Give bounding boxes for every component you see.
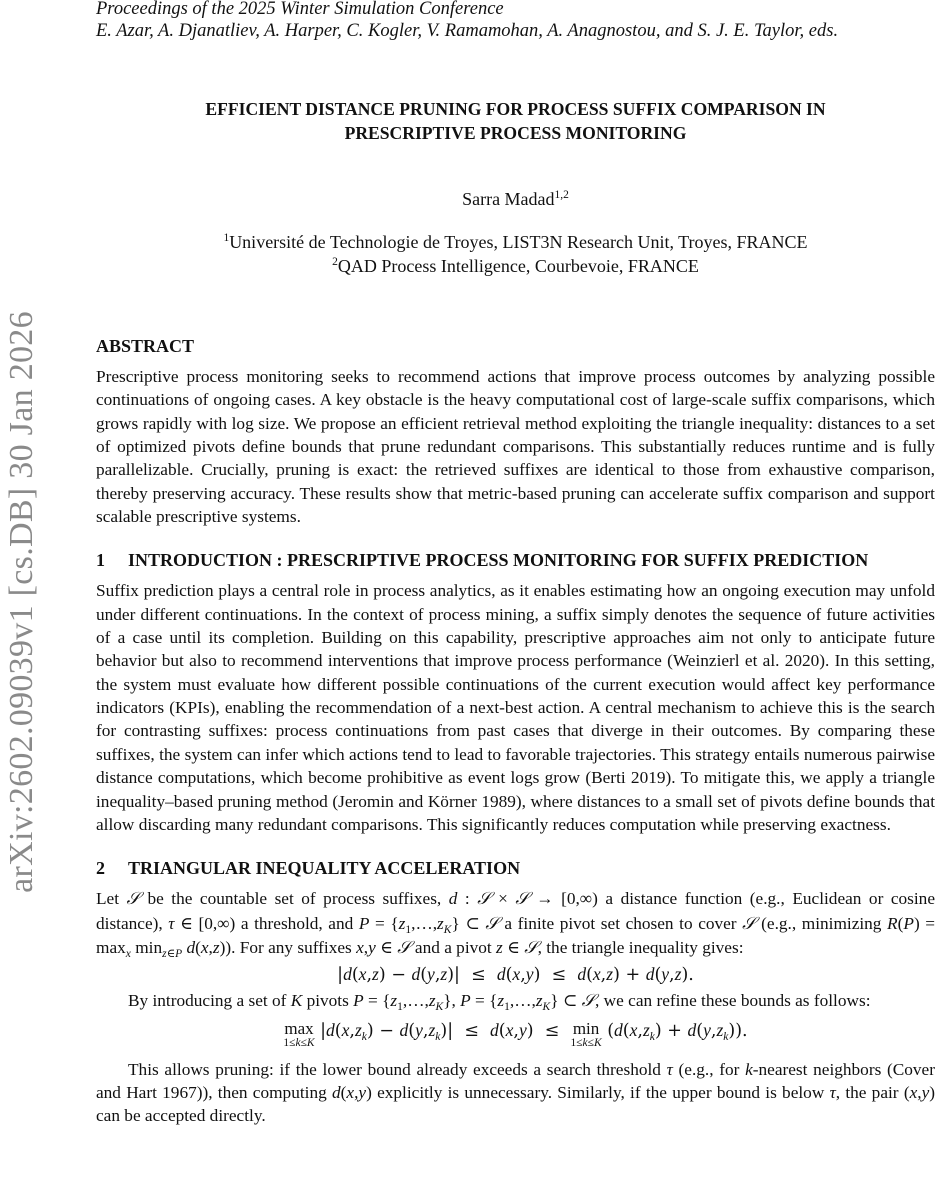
affiliation-mark: 2 [332, 256, 338, 268]
affiliation-1 [96, 230, 935, 254]
text-run: This allows pruning: if the lower bound already exceeds a search threshold [128, 1059, 661, 1079]
arxiv-sidebar [2, 290, 42, 915]
section-number: 2 [96, 858, 105, 879]
text-run: can be accepted directly. [96, 1106, 266, 1126]
equation-triangle-inequality: |d(x,z) − d(y,z)| ≤ d(x,y) ≤ d(x,z) + d(y,z). [337, 964, 694, 986]
section-title: TRIANGULAR INEQUALITY ACCELERATION [128, 858, 521, 879]
text-run: pivots [306, 991, 349, 1011]
text-run: be the countable set of process suffixes, [147, 889, 442, 909]
text-run: (e.g., minimizing [761, 913, 882, 933]
affiliation-text: QAD Process Intelligence, Courbevoie, FRANCE [337, 256, 699, 276]
section-number: 1 [96, 550, 105, 571]
affiliations [96, 230, 935, 278]
title-line-2: PRESCRIPTIVE PROCESS MONITORING [344, 123, 687, 143]
text-run: , the triangle inequality gives: [537, 937, 744, 957]
title-line-1: EFFICIENT DISTANCE PRUNING FOR PROCESS SUFFIX COMPARISON IN [205, 99, 826, 119]
conference-header [96, 0, 935, 42]
section-2-paragraph-3: This allows pruning: if the lower bound already exceeds a search threshold τ (e.g., for k-nearest neighbors (Cover and Hart 1967)), then computing d(x,y) explicitly is unnecessary. Similarly, if the upper bound is below τ, the pair (x,y) can be accepted directly. [96, 1059, 935, 1126]
author [96, 189, 935, 210]
section-2-paragraph-2: By introducing a set of K pivots $P = \{z_1,\dots,z_K\}$, $P = \{z_1,\dots,z_K\}$ ⊂ 𝒮, we can refine these bounds as follows: [128, 991, 871, 1014]
text-run: (e.g., for [678, 1059, 740, 1079]
equation-pivot-bounds: max 1≤k≤K $|d(x,z_k) - d(y,z_k)| \le d(x,y)$ ≤ min 1≤k≤K $(d(x,z_k) + d(y,z_k))$. [283, 1018, 748, 1049]
author-name: Sarra Madad [462, 189, 555, 209]
section-2-heading [96, 858, 935, 879]
section-title: INTRODUCTION : PRESCRIPTIVE PROCESS MONITORING FOR SUFFIX PREDICTION [128, 550, 869, 571]
text-run: and a pivot [414, 937, 492, 957]
abstract-heading: ABSTRACT [96, 336, 195, 356]
text-run: a threshold, and [240, 913, 354, 933]
text-run: a distance function (e.g., Euclidean or cosine distance), [96, 889, 935, 933]
arxiv-identifier: arXiv:2602.09039v1 [cs.DB] 30 Jan 2026 [3, 311, 40, 893]
paper-title [96, 97, 935, 145]
text-run: Let [96, 889, 120, 909]
section-1-text: Suffix prediction plays a central role in process analytics, as it enables estimating how an ongoing execution may unfold under different continuations. In the context of process mining, a suffix simply denotes the sequence of future activities of a case until its completion. Building on this capability, prescriptive approaches aim not only to anticipate future behavior but also to recommend interventions that improve process performance (Weinzierl et al. 2020). In this setting, the system must evaluate how different possible continuations of the current execution would affect key performance indicators (KPIs), enabling the recommendation of a next-best action. A central mechanism to achieve this is the search for contrasting suffixes: process continuations from past cases that diverge in their outcomes. By comparing these suffixes, the system can infer which actions tend to lead to favorable trajectories. This strategy entails numerous pairwise distance computations, which become prohibitive as event logs grow (Berti 2019). To mitigate this, we apply a triangle inequality–based pruning method (Jeromin and Körner 1989), where distances to a small set of pivots define bounds that allow discarding many redundant comparisons. This significantly reduces computation while preserving exactness. [96, 581, 935, 834]
author-marks: 1,2 [554, 189, 569, 201]
affiliation-text: Université de Technologie de Troyes, LIST3N Research Unit, Troyes, FRANCE [229, 232, 808, 252]
text-run: ). For any suffixes [225, 937, 352, 957]
text-run: , the pair [835, 1082, 899, 1102]
section-1-heading [96, 550, 935, 571]
affiliation-2 [96, 254, 935, 278]
text-run: By introducing a set of [128, 991, 287, 1011]
affiliation-mark: 1 [223, 232, 230, 244]
editors-line: E. Azar, A. Djanatliev, A. Harper, C. Kogler, V. Ramamohan, A. Anagnostou, and S. J. E. Taylor, eds. [96, 21, 839, 41]
text-run: , we can refine these bounds as follows: [595, 991, 871, 1011]
section-2-paragraph-1: Let 𝒮 be the countable set of process suffixes, d : 𝒮 × 𝒮 → [0,∞) a distance function (e.g., Euclidean or cosine distance), τ ∈ [0,∞) a threshold, and $P = \{z_1,\dots,z_K\}$ ⊂ 𝒮 a finite pivot set chosen to cover 𝒮 (e.g., minimizing $R(P) = \max_x \min_{z\in P} d(x,z)$). For any suffixes x,y ∈ 𝒮 and a pivot z ∈ 𝒮, the triangle inequality gives: [96, 889, 935, 960]
text-run: a finite pivot set chosen to cover [504, 913, 737, 933]
text-run: -nearest neighbors (Cover and Hart 1967)), then computing [96, 1059, 935, 1102]
abstract-text: Prescriptive process monitoring seeks to recommend actions that improve process outcomes by analyzing possible continuations of ongoing cases. A key obstacle is the heavy computational cost of large-scale suffix comparisons, which grows rapidly with log size. We propose an efficient retrieval method exploiting the triangle inequality: distances to a set of optimized pivots define bounds that prune redundant comparisons. This substantially reduces runtime and is fully parallelizable. Crucially, pruning is exact: the retrieved suffixes are identical to those from exhaustive comparison, thereby preserving accuracy. These results show that metric-based pruning can accelerate suffix comparison and support scalable prescriptive systems. [96, 367, 935, 527]
paper-page [96, 0, 935, 1128]
text-run: explicitly is unnecessary. Similarly, if the upper bound is below [377, 1082, 825, 1102]
proceedings-line: Proceedings of the 2025 Winter Simulation Conference [96, 0, 504, 19]
